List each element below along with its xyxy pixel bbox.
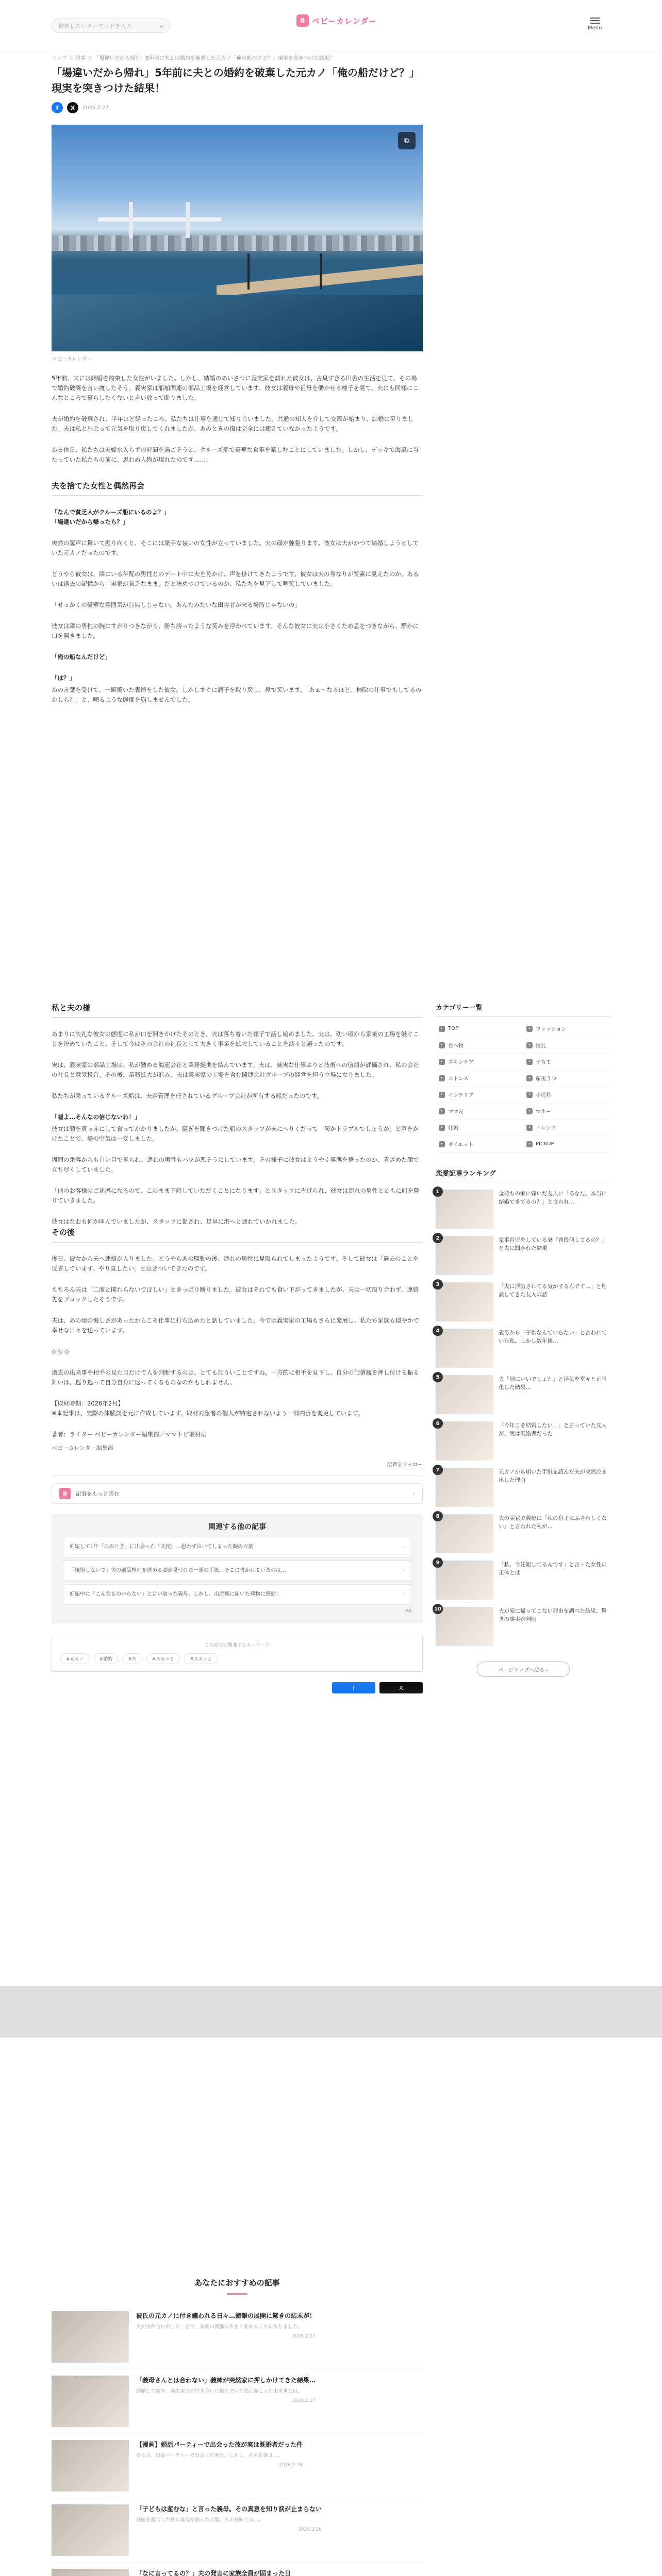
sidebar <box>436 1002 611 1677</box>
paragraph: あの言葉を受けて、一瞬驚いた表情をした彼女。しかしすぐに調子を取り戻し、鼻で笑います。「あぁ〜なるほど。掃除の仕事でもしてるのかしら？」と、嘲るような態度を崩しませんでした。 <box>52 686 422 703</box>
share-row <box>52 1682 423 1693</box>
chevron-right-icon: › <box>403 1544 405 1550</box>
ranking-thumbnail <box>436 1282 493 1321</box>
ranking-item[interactable] <box>436 1468 611 1507</box>
ranking-item[interactable] <box>436 1282 611 1321</box>
tag-link[interactable]: #夫 <box>122 1653 142 1664</box>
recommended-item-date: 2026.2.27 <box>292 2398 316 2403</box>
search-placeholder: 検索したいキーワードを入力 <box>58 23 132 29</box>
image-caption: ベビーカレンダー <box>52 357 92 362</box>
recommended-item[interactable] <box>52 2369 423 2434</box>
ranking-thumbnail <box>436 1514 493 1553</box>
chevron-right-icon: › <box>403 1568 405 1573</box>
back-to-top-button[interactable]: ページトップへ戻る › <box>477 1662 570 1677</box>
ranking-thumbnail <box>436 1561 493 1600</box>
article-meta <box>52 102 423 113</box>
facebook-share-icon[interactable]: f <box>52 102 63 113</box>
paragraph: 実は、義実家の部品工場は、私が勤める海運会社と業務提携を結んでいます。夫は、誠実な仕事ぶりと技術への信頼が評価され、私の会社の社長と意気投合。その後、業務拡大が進み、夫は義実家の工場を含む関連会社グループの経営を担う立場になりました。 <box>52 1061 419 1078</box>
recommended-articles <box>52 2277 423 2576</box>
paragraph: ある休日、私たちは夫婦水入らずの時間を過ごそうと、クルーズ船で豪華な食事を楽しむことにしていました。しかし、デッキで海風に当たっていた私たちの前に、思わぬ人物が現れたのです……。 <box>52 446 419 463</box>
ad-space <box>52 721 423 994</box>
rank-number: 1 <box>433 1187 443 1197</box>
tag-link[interactable]: #元カノ <box>60 1653 90 1664</box>
related-item[interactable] <box>63 1584 411 1605</box>
recommended-item[interactable] <box>52 2563 423 2576</box>
search-input[interactable] <box>52 19 170 33</box>
category-label: 授乳 <box>536 1043 546 1049</box>
category-link[interactable] <box>523 1136 611 1153</box>
title-underline <box>227 2293 247 2295</box>
quote: 「嘘よ…そんなの信じないわ！」 <box>52 1113 141 1121</box>
bridge-tower <box>186 202 190 238</box>
category-icon: • <box>439 1141 445 1147</box>
category-icon: • <box>439 1042 445 1048</box>
quote: 「なんで貧乏人がクルーズ船にいるのよ？」 「場違いだから帰ったら？」 <box>52 509 170 526</box>
category-label: インテリア <box>448 1093 474 1098</box>
paragraph: 5年前、夫には結婚を約束した女性がいました。しかし、結婚のあいさつに義実家を訪れた彼女は、古臭すぎる田舎の生活を見て、その場で婚約破棄を言い渡したそう。義実家は船舶関連の部品工場を経営しています。彼女は義母や祖母を働かせる様子を見て、夫にも同様にこんなところで暮らしたくないと言い放って断りました。 <box>52 375 419 401</box>
ranking-item[interactable] <box>436 1375 611 1414</box>
lamp-post <box>320 253 322 290</box>
tag-box-label: この記事に関連するキーワード <box>204 1643 270 1648</box>
category-link[interactable] <box>436 1054 523 1070</box>
ranking-item[interactable] <box>436 1514 611 1553</box>
tag-box <box>52 1636 423 1672</box>
category-icon: • <box>526 1108 533 1114</box>
recommended-item-date: 2026.2.27 <box>292 2334 316 2339</box>
ranking-item[interactable] <box>436 1329 611 1368</box>
gallery-icon[interactable]: ⧉ <box>398 132 416 149</box>
more-articles-banner[interactable] <box>52 1483 423 1504</box>
recommended-text <box>136 2569 291 2576</box>
recommended-thumbnail <box>52 2504 129 2556</box>
page-title: 「場違いだから帰れ」5年前に夫との婚約を破棄した元カノ「俺の船だけど？」現実を突きつけた結果！ <box>52 66 420 94</box>
paragraph: 夫は、あの頃の悔しさがあったからこそ仕事に打ち込めたと話していました。今では義実家の工場もさらに発展し、私たち家族も穏やかで幸せな日々を送っています。 <box>52 1317 419 1334</box>
paragraph: もちろん夫は「二度と関わらないでほしい」ときっぱり断りました。彼女はそれでも食い下がってきましたが、夫は一切取り合わず、連絡先をブロックしたそうです。 <box>52 1286 419 1303</box>
recommended-thumbnail <box>52 2376 129 2427</box>
ranking-thumbnail <box>436 1329 493 1368</box>
bridge-tower <box>129 202 133 238</box>
ranking-thumbnail <box>436 1190 493 1229</box>
related-item-title: 「後悔しないで」夫の遺品整理を進める妻が見つけた一通の手紙。そこに書かれていたのは… <box>70 1568 286 1573</box>
paragraph: 「せっかくの豪華な雰囲気が台無しじゃない。あんたみたいな田舎者が来る場所じゃないの」 <box>52 601 301 608</box>
category-label: ストレス <box>448 1076 469 1082</box>
category-icon: • <box>526 1141 533 1147</box>
category-label: 食べ物 <box>448 1043 464 1049</box>
paragraph: 周囲の乗客からも白い目で見られ、連れの男性もバツが悪そうにしています。その様子に彼女はようやく事態を悟ったのか、青ざめた顔で立ち尽くしていました。 <box>52 1156 419 1173</box>
site-name: ベビーカレンダー <box>312 16 377 26</box>
related-item-title: 妊娠中に「こんなものいらない」と言い放った義母。しかし、出産後に届いた荷物に感動！ <box>70 1591 281 1597</box>
recommended-thumbnail <box>52 2311 129 2363</box>
category-label: マネー <box>536 1109 551 1115</box>
site-header <box>0 0 662 52</box>
paragraph: 彼女はなおも何か叫んでいましたが、スタッフに促され、足早に港へと連れていかれました。 <box>52 1218 301 1225</box>
recommended-text <box>136 2376 316 2427</box>
x-share-icon[interactable]: X <box>67 102 78 113</box>
ranking-thumbnail <box>436 1607 493 1646</box>
recommended-title: あなたにおすすめの記事 <box>194 2278 280 2287</box>
lamp-post <box>247 253 250 290</box>
section-heading: その後 <box>52 1227 423 1243</box>
menu-button[interactable] <box>588 18 602 31</box>
category-label: トレンド <box>536 1126 556 1131</box>
recommended-item-desc: 結婚して数年。義実家との付き合いに悩んでいた私に起こった出来事とは。 <box>136 2388 303 2394</box>
logo-mark-icon: B <box>296 14 309 27</box>
hero-image[interactable] <box>52 125 423 351</box>
paragraph: 彼女は顔を真っ赤にして食ってかかりましたが、騒ぎを聞きつけた船のスタッフが夫にへりくだって「何かトラブルでしょうか」と声をかけたことで、場の空気は一変しました。 <box>52 1125 419 1142</box>
ranking-item-title: 「私、今妊娠してるんです」と言った女性の正体とは <box>499 1562 607 1576</box>
category-link[interactable] <box>523 1021 611 1037</box>
ranking-item-title: 夫の実家で義母に「私の息子にふさわしくない」と言われた私が… <box>499 1515 607 1530</box>
recommended-item-title: 「子どもは産むな」と言った義母。その真意を知り涙が止まらない <box>136 2505 322 2513</box>
category-icon: • <box>439 1059 445 1065</box>
category-label: スキンケア <box>448 1060 474 1065</box>
category-label: ママ友 <box>448 1109 464 1115</box>
ranking-item[interactable] <box>436 1236 611 1275</box>
section-heading: 夫を捨てた女性と偶然再会 <box>52 480 423 496</box>
recommended-item-desc: 夫が突然言い出した一言で、家族の関係が大きく変わることになりました。 <box>136 2324 303 2330</box>
quote: 「俺の船なんだけど」 <box>52 653 111 660</box>
quote: 「は？」 <box>52 674 75 682</box>
related-note: PR <box>405 1609 411 1614</box>
author-name[interactable]: ベビーカレンダー編集部 <box>52 1445 113 1451</box>
water <box>52 295 423 351</box>
banner-label: 記事をもっと読む <box>76 1490 119 1497</box>
ranking-thumbnail <box>436 1421 493 1461</box>
tag-link[interactable]: #スカッと <box>184 1653 218 1664</box>
publish-date: 2026.2.27 <box>82 105 109 111</box>
follow-row <box>52 1460 423 1468</box>
facebook-share-button[interactable]: f <box>332 1682 375 1693</box>
recommended-thumbnail <box>52 2440 129 2492</box>
ranking-title: 恋愛記事ランキング <box>436 1168 611 1182</box>
rank-number: 4 <box>433 1326 443 1336</box>
ranking-item[interactable] <box>436 1421 611 1461</box>
section-heading: 私と夫の様 <box>52 1002 423 1018</box>
breadcrumb[interactable]: トップ ＞ 記事 ＞ 「場違いだから帰れ」5年前に夫との婚約を破棄した元カノ「俺の船だけど？」現実を突きつけた結果！ <box>52 56 335 61</box>
paragraph: 私たちが乗っているクルーズ船は、夫が管理を任されているグループ会社が所有する船だったのです。 <box>52 1092 323 1099</box>
ranking-item-title: 「今年こそ結婚したい！」と言っていた友人が、実は既婚者だった <box>499 1422 607 1437</box>
category-link[interactable] <box>523 1070 611 1087</box>
rank-number: 8 <box>433 1511 443 1521</box>
recommended-item-desc: ある日、婚活パーティーで出会った男性。しかし、その正体は…。 <box>136 2453 283 2459</box>
category-icon: • <box>526 1042 533 1048</box>
paragraph: あまりに失礼な彼女の態度に私が口を開きかけたそのとき、夫は落ち着いた様子で話し始めました。夫は、幼い頃から家業の工場を継ぐことを決めていたこと、そして今はその会社の社長として大きく事業を拡大していることを淡々と語ったのです。 <box>52 1030 419 1047</box>
ranking-item-title: 家事育児をしている妻「普段何してるの？」と夫に聞かれた結果 <box>499 1237 607 1251</box>
category-link[interactable] <box>523 1120 611 1136</box>
rank-number: 10 <box>433 1604 443 1614</box>
coverage-note: 【取材時期：2026年2月】 ※本記事は、実際の体験談を元に作成しています。取材対象者の個人が特定されないよう一部内容を変更しています。 <box>52 1400 364 1417</box>
category-icon: • <box>526 1059 533 1065</box>
category-label: 子育て <box>536 1060 551 1065</box>
recommended-item-title: 「義母さんとは合わない」義姉が突然家に押しかけてきた結果… <box>136 2377 316 2384</box>
category-label: ダイエット <box>448 1142 474 1148</box>
related-item-title: 妊娠して1年「あのとき」に出会った『天使』…思わず泣いてしまった時の言葉 <box>70 1544 254 1550</box>
category-link[interactable] <box>523 1103 611 1120</box>
category-label: ファッション <box>536 1027 567 1032</box>
rank-number: 2 <box>433 1233 443 1243</box>
category-label: 小児科 <box>536 1093 551 1098</box>
category-icon: • <box>526 1125 533 1131</box>
category-label: PICKUP <box>536 1141 554 1147</box>
tag-link[interactable]: #スカッと <box>146 1653 180 1664</box>
category-icon: • <box>439 1125 445 1131</box>
ranking-item-title: 金持ちの家に嫁いだ友人に「あなた、本当に結婚できてるの？」と言われ… <box>499 1191 607 1205</box>
categories-title: カテゴリー一覧 <box>436 1002 611 1016</box>
staff-credit: 著者：ライター ベビーカレンダー編集部／ママトピ取材班 <box>52 1431 207 1438</box>
ranking-thumbnail <box>436 1375 493 1414</box>
article <box>52 65 423 705</box>
category-link[interactable] <box>436 1136 523 1153</box>
ranking-item-title: 夫が家に帰ってこない理由を調べた結果、驚きの事実が判明 <box>499 1608 607 1622</box>
category-link[interactable] <box>436 1037 523 1054</box>
search-icon[interactable]: ⌕ <box>160 22 163 29</box>
recommended-text <box>136 2504 322 2556</box>
category-label: 妊娠 <box>448 1126 458 1131</box>
category-link[interactable] <box>436 1087 523 1103</box>
recommended-text <box>136 2440 303 2492</box>
paragraph: 彼女は隣の男性の腕にすがりつきながら、勝ち誇ったような笑みを浮かべています。そんな彼女に夫は小さくため息をつきながら、静かに口を開きました。 <box>52 622 419 639</box>
recommended-thumbnail <box>52 2569 129 2576</box>
ranking-item[interactable] <box>436 1561 611 1600</box>
city-skyline <box>52 235 423 251</box>
recommended-item-title: 「なに言ってるの？」夫の発言に家族全員が固まった日 <box>136 2570 291 2576</box>
category-link[interactable] <box>436 1070 523 1087</box>
tag-link[interactable]: #婚約 <box>94 1653 119 1664</box>
category-icon: • <box>526 1026 533 1032</box>
paragraph: 夫が婚約を破棄され、半年ほど経ったころ、私たちは仕事を通じて知り合いました。共通の知人を介して交際が始まり、結婚に至りました。夫は私と出会って元気を取り戻してくれましたが、あのときの傷は完全には癒えていなかったようです。 <box>52 415 414 432</box>
ranking-thumbnail <box>436 1236 493 1275</box>
category-icon: • <box>526 1075 533 1081</box>
ranking-item-title: 「夫に浮気されてる気がするんです…」と相談してきた友人の話 <box>499 1283 607 1298</box>
related-title: 関連する他の記事 <box>208 1523 266 1531</box>
category-icon: • <box>439 1075 445 1081</box>
rank-number: 6 <box>433 1418 443 1429</box>
chevron-right-icon: › <box>403 1591 405 1597</box>
logo-mark-icon: B <box>59 1488 71 1499</box>
rank-number: 3 <box>433 1279 443 1290</box>
category-link[interactable] <box>436 1120 523 1136</box>
paragraph: 後日、彼女から夫へ連絡が入りました。どうやらあの騒動の後、連れの男性に見限られてしまったようです。そして彼女は「過去のことを反省しています。やり直したい」と泣きついてきたのです。 <box>52 1255 419 1272</box>
category-link[interactable] <box>436 1103 523 1120</box>
rank-number: 5 <box>433 1372 443 1382</box>
recommended-item-title: 彼氏の元カノに付き纏われる日々…衝撃の展開に驚きの結末が！ <box>136 2312 316 2319</box>
chevron-right-icon: › <box>412 1490 415 1497</box>
recommended-item[interactable] <box>52 2498 423 2563</box>
category-icon: • <box>439 1092 445 1098</box>
ranking-thumbnail <box>436 1468 493 1507</box>
recommended-text <box>136 2311 316 2363</box>
ranking-item[interactable] <box>436 1607 611 1646</box>
category-icon: • <box>526 1092 533 1098</box>
follow-link[interactable]: 記者をフォロー <box>387 1460 423 1468</box>
category-link[interactable] <box>523 1087 611 1103</box>
recommended-item[interactable] <box>52 2434 423 2498</box>
site-logo[interactable] <box>296 14 377 27</box>
paragraph: 「他のお客様のご迷惑になるので、このまま下船していただくことになります」とスタッフに告げられ、彼女は連れの男性とともに船を降りていきました。 <box>52 1187 420 1204</box>
recommended-item[interactable] <box>52 2305 423 2369</box>
ranking <box>436 1168 611 1646</box>
ranking-item-title: 夫「別にいいでしょ？」と浮気を堂々と正当化した結果… <box>499 1376 607 1391</box>
related-item[interactable] <box>63 1537 411 1557</box>
divider-marks: ◇ ◇ ◇ <box>52 1348 69 1355</box>
paragraph: どうやら彼女は、隣にいる年配の男性とのデート中に夫を見かけ、声を掛けてきたようです。彼女は夫の身なりが質素に見えたのか、あるいは過去の記憶から「実家が貧乏なまま」だと決めつけているのか、私たちを見下して嘲笑していました。 <box>52 570 419 587</box>
article-continued <box>52 1002 423 1693</box>
ranking-item[interactable] <box>436 1190 611 1229</box>
category-link[interactable] <box>523 1037 611 1054</box>
recommended-item-title: 【漫画】婚活パーティーで出会った彼が実は既婚者だった件 <box>136 2441 303 2448</box>
ranking-item-title: 元カノから届いた手紙を読んだ夫が突然泣き出した理由 <box>499 1469 607 1483</box>
paragraph: 突然の罵声に驚いて振り向くと、そこには派手な装いの女性が立っていました。夫の顔が強張ります。彼女は夫がかつて結婚しようとしていた元カノだったのです。 <box>52 539 419 556</box>
ranking-item-title: 義母から「子供なんていらない」と言われていた私。しかし数年後… <box>499 1330 607 1344</box>
paragraph: 過去の出来事や相手の見た目だけで人を判断するのは、とても危ういことですね。一方的に相手を見下し、自分の価値観を押し付ける振る舞いは、巡り巡って自分自身に返ってくるものなのかもしれません。 <box>52 1369 419 1386</box>
category-label: TOP <box>448 1026 459 1031</box>
recommended-item-date: 2026.2.26 <box>279 2463 303 2468</box>
rank-number: 9 <box>433 1557 443 1568</box>
x-share-button[interactable]: X <box>379 1682 423 1693</box>
category-link[interactable] <box>436 1021 523 1037</box>
recommended-item-desc: 妊娠を報告した私に義母が放った言葉。その意味とは…。 <box>136 2517 264 2523</box>
hamburger-icon <box>590 18 600 24</box>
related-item[interactable] <box>63 1561 411 1581</box>
category-label: 産後うつ <box>536 1076 556 1082</box>
category-icon: • <box>439 1026 445 1032</box>
category-icon: • <box>439 1108 445 1114</box>
category-link[interactable] <box>523 1054 611 1070</box>
related-articles <box>52 1514 423 1623</box>
overlay-band <box>0 1986 662 2038</box>
category-grid <box>436 1021 611 1153</box>
rank-number: 7 <box>433 1465 443 1475</box>
bridge-deck <box>98 217 222 222</box>
recommended-item-date: 2026.2.26 <box>298 2527 322 2532</box>
menu-label: Menu <box>588 25 602 31</box>
